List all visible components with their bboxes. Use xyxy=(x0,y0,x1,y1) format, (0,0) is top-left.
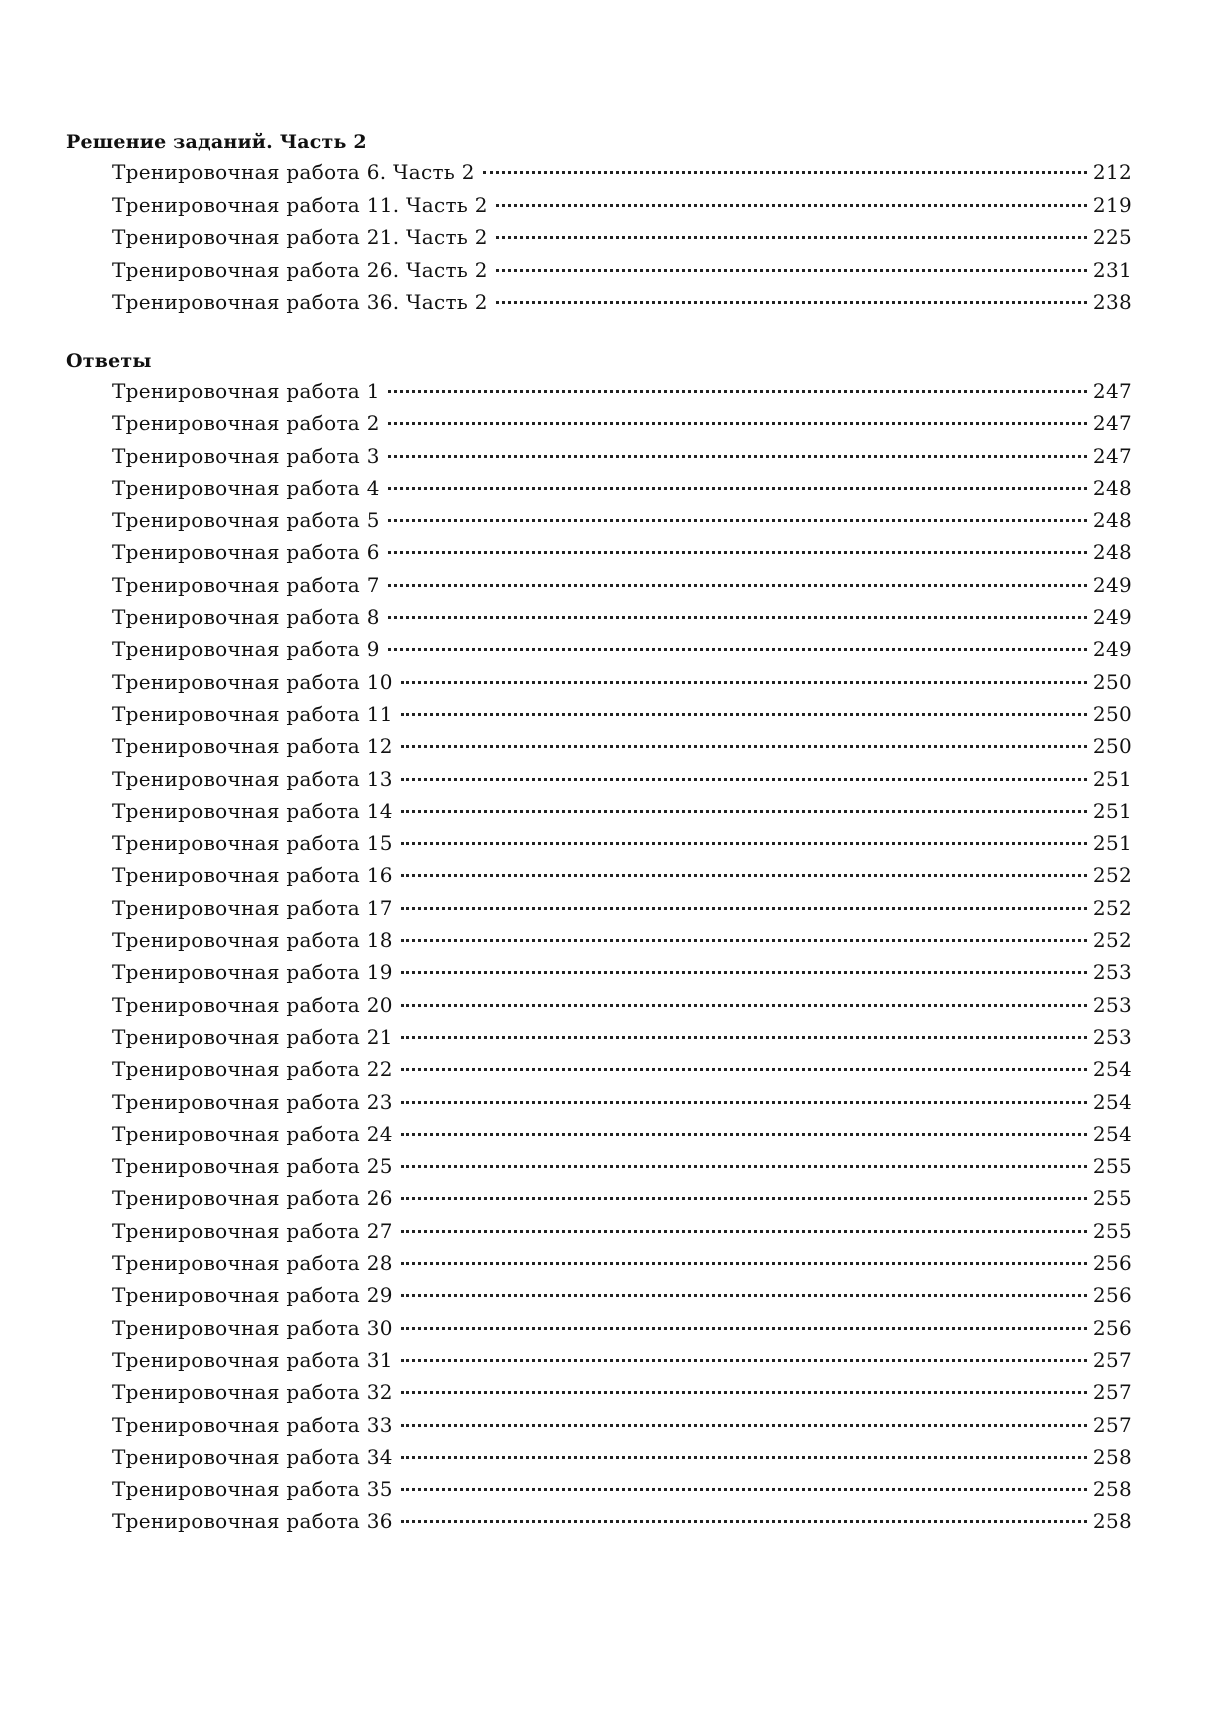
toc-entry[interactable] xyxy=(112,1215,1132,1247)
toc-entry[interactable] xyxy=(112,1118,1132,1150)
toc-entry[interactable] xyxy=(112,440,1132,472)
toc-entry[interactable] xyxy=(112,1053,1132,1085)
dot-leader xyxy=(401,810,1087,813)
toc-entry-page-number: 255 xyxy=(1092,1186,1132,1211)
dot-leader xyxy=(401,1004,1087,1007)
toc-entry-page-number: 219 xyxy=(1092,192,1132,217)
toc-entry-label: Тренировочная работа 17 xyxy=(112,895,393,920)
toc-entry-page-number: 247 xyxy=(1092,379,1132,403)
dot-leader xyxy=(388,616,1087,619)
toc-entry-page-number: 255 xyxy=(1092,1218,1132,1243)
toc-entry-label: Тренировочная работа 8 xyxy=(112,605,380,630)
toc-entry-page-number: 248 xyxy=(1092,475,1132,500)
dot-leader xyxy=(401,681,1087,684)
toc-entry[interactable] xyxy=(112,924,1132,956)
toc-entry-page-number: 256 xyxy=(1092,1251,1132,1276)
dot-leader xyxy=(388,487,1087,490)
dot-leader xyxy=(401,745,1087,748)
dot-leader xyxy=(401,713,1087,716)
toc-entry-page-number: 249 xyxy=(1092,605,1132,630)
toc-entry[interactable] xyxy=(112,730,1132,762)
toc-entry-label: Тренировочная работа 21 xyxy=(112,1024,393,1049)
toc-entry-label: Тренировочная работа 21. Часть 2 xyxy=(112,225,488,249)
toc-entry[interactable] xyxy=(112,504,1132,536)
dot-leader xyxy=(388,422,1087,425)
toc-entry[interactable] xyxy=(112,1376,1132,1408)
toc-entry-page-number: 231 xyxy=(1092,257,1132,282)
toc-entry-page-number: 225 xyxy=(1092,225,1132,249)
toc-entry[interactable] xyxy=(112,189,1132,222)
dot-leader xyxy=(401,1068,1087,1071)
toc-entry-page-number: 252 xyxy=(1092,863,1132,888)
toc-entry[interactable] xyxy=(112,989,1132,1021)
toc-entry-label: Тренировочная работа 9 xyxy=(112,637,380,662)
toc-entry-label: Тренировочная работа 11 xyxy=(112,701,393,726)
toc-entry-label: Тренировочная работа 11. Часть 2 xyxy=(112,192,488,217)
dot-leader xyxy=(401,1488,1087,1491)
toc-entry-label: Тренировочная работа 36. Часть 2 xyxy=(112,290,488,314)
toc-entry-label: Тренировочная работа 18 xyxy=(112,928,393,953)
toc-entry-page-number: 252 xyxy=(1092,928,1132,953)
toc-entry-page-number: 247 xyxy=(1092,411,1132,436)
toc-entry-page-number: 249 xyxy=(1092,572,1132,597)
toc-entry[interactable] xyxy=(112,536,1132,568)
dot-leader xyxy=(388,584,1087,587)
toc-entry-label: Тренировочная работа 32 xyxy=(112,1380,393,1405)
toc-entry[interactable] xyxy=(112,601,1132,633)
dot-leader xyxy=(401,1036,1087,1039)
toc-entry-page-number: 256 xyxy=(1092,1315,1132,1340)
toc-entry-page-number: 258 xyxy=(1092,1444,1132,1469)
toc-entry-page-number: 257 xyxy=(1092,1347,1132,1372)
toc-entry-label: Тренировочная работа 29 xyxy=(112,1283,393,1308)
toc-entry-page-number: 250 xyxy=(1092,701,1132,726)
toc-entry-label: Тренировочная работа 34 xyxy=(112,1444,393,1469)
toc-entry-page-number: 254 xyxy=(1092,1057,1132,1082)
toc-entry[interactable] xyxy=(112,1409,1132,1441)
toc-entry-label: Тренировочная работа 26 xyxy=(112,1186,393,1211)
toc-entry-page-number: 256 xyxy=(1092,1283,1132,1308)
toc-entry[interactable] xyxy=(112,1473,1132,1505)
dot-leader xyxy=(401,1197,1087,1200)
toc-entry-page-number: 251 xyxy=(1092,766,1132,791)
toc-entry-label: Тренировочная работа 16 xyxy=(112,863,393,888)
toc-entry-page-number: 250 xyxy=(1092,669,1132,694)
toc-entry-label: Тренировочная работа 7 xyxy=(112,572,380,597)
toc-entry-page-number: 253 xyxy=(1092,960,1132,985)
toc-entry[interactable] xyxy=(112,1344,1132,1376)
toc-entry-page-number: 258 xyxy=(1092,1509,1132,1534)
toc-entry-label: Тренировочная работа 35 xyxy=(112,1477,393,1502)
toc-entry[interactable] xyxy=(112,956,1132,988)
toc-entry-page-number: 249 xyxy=(1092,637,1132,662)
dot-leader xyxy=(401,1327,1087,1330)
dot-leader xyxy=(483,171,1087,174)
toc-entry-label: Тренировочная работа 15 xyxy=(112,831,393,856)
toc-entry[interactable] xyxy=(112,472,1132,504)
toc-entry-label: Тренировочная работа 28 xyxy=(112,1251,393,1276)
toc-entry-label: Тренировочная работа 31 xyxy=(112,1347,393,1372)
toc-entry-page-number: 248 xyxy=(1092,540,1132,565)
dot-leader xyxy=(401,971,1087,974)
toc-entry-page-number: 252 xyxy=(1092,895,1132,920)
toc-entry-page-number: 253 xyxy=(1092,1024,1132,1049)
toc-entry-label: Тренировочная работа 1 xyxy=(112,379,380,403)
toc-entry-label: Тренировочная работа 6 xyxy=(112,540,380,565)
dot-leader xyxy=(388,648,1087,651)
toc-entry[interactable] xyxy=(112,795,1132,827)
toc-entry-page-number: 251 xyxy=(1092,831,1132,856)
toc-entry[interactable] xyxy=(112,1150,1132,1182)
toc-entry-page-number: 250 xyxy=(1092,734,1132,759)
toc-entry-page-number: 212 xyxy=(1092,160,1132,184)
dot-leader xyxy=(401,1456,1087,1459)
dot-leader xyxy=(496,269,1087,272)
toc-entry[interactable] xyxy=(112,1279,1132,1311)
toc-entry-label: Тренировочная работа 30 xyxy=(112,1315,393,1340)
toc-list xyxy=(66,156,1132,319)
dot-leader xyxy=(401,1359,1087,1362)
dot-leader xyxy=(401,1133,1087,1136)
toc-entry[interactable] xyxy=(112,827,1132,859)
toc-entry-label: Тренировочная работа 26. Часть 2 xyxy=(112,257,488,282)
dot-leader xyxy=(401,874,1087,877)
dot-leader xyxy=(401,939,1087,942)
toc-entry-label: Тренировочная работа 6. Часть 2 xyxy=(112,160,475,184)
dot-leader xyxy=(401,1230,1087,1233)
toc-entry-label: Тренировочная работа 27 xyxy=(112,1218,393,1243)
toc-entry-page-number: 255 xyxy=(1092,1154,1132,1179)
toc-entry[interactable] xyxy=(112,763,1132,795)
toc-entry[interactable] xyxy=(112,1247,1132,1279)
dot-leader xyxy=(401,1165,1087,1168)
dot-leader xyxy=(401,907,1087,910)
dot-leader xyxy=(388,455,1087,458)
toc-entry-label: Тренировочная работа 24 xyxy=(112,1121,393,1146)
dot-leader xyxy=(388,551,1087,554)
toc-entry-label: Тренировочная работа 13 xyxy=(112,766,393,791)
toc-entry-label: Тренировочная работа 36 xyxy=(112,1509,393,1534)
dot-leader xyxy=(401,1520,1087,1523)
toc-entry[interactable] xyxy=(112,859,1132,891)
toc-entry-label: Тренировочная работа 20 xyxy=(112,992,393,1017)
toc-entry[interactable] xyxy=(112,1505,1132,1537)
toc-entry[interactable] xyxy=(112,633,1132,665)
dot-leader xyxy=(401,1391,1087,1394)
toc-entry[interactable] xyxy=(112,698,1132,730)
toc-section-solutions xyxy=(66,128,1132,319)
toc-entry-label: Тренировочная работа 3 xyxy=(112,443,380,468)
toc-entry-label: Тренировочная работа 2 xyxy=(112,411,380,436)
toc-entry[interactable] xyxy=(112,286,1132,319)
toc-entry[interactable] xyxy=(112,569,1132,601)
section-title: Решение заданий. Часть 2 xyxy=(66,131,367,153)
toc-entry-page-number: 253 xyxy=(1092,992,1132,1017)
dot-leader xyxy=(496,301,1087,304)
dot-leader xyxy=(496,204,1087,207)
toc-entry[interactable] xyxy=(112,892,1132,924)
toc-entry-page-number: 257 xyxy=(1092,1380,1132,1405)
toc-section-answers xyxy=(66,347,1132,1538)
toc-entry-label: Тренировочная работа 25 xyxy=(112,1154,393,1179)
toc-entry-page-number: 248 xyxy=(1092,508,1132,533)
toc-entry-label: Тренировочная работа 4 xyxy=(112,475,380,500)
toc-entry[interactable] xyxy=(112,666,1132,698)
toc-entry[interactable] xyxy=(112,254,1132,287)
toc-entry-label: Тренировочная работа 5 xyxy=(112,508,380,533)
toc-entry-page-number: 254 xyxy=(1092,1089,1132,1114)
toc-entry-label: Тренировочная работа 19 xyxy=(112,960,393,985)
toc-entry-page-number: 254 xyxy=(1092,1121,1132,1146)
toc-entry-label: Тренировочная работа 14 xyxy=(112,798,393,823)
toc-entry[interactable] xyxy=(112,1441,1132,1473)
toc-entry-page-number: 258 xyxy=(1092,1477,1132,1502)
dot-leader xyxy=(388,390,1087,393)
toc-entry[interactable] xyxy=(112,1086,1132,1118)
toc-entry-label: Тренировочная работа 12 xyxy=(112,734,393,759)
dot-leader xyxy=(401,1424,1087,1427)
dot-leader xyxy=(401,778,1087,781)
toc-list xyxy=(66,375,1132,1538)
toc-entry-label: Тренировочная работа 23 xyxy=(112,1089,393,1114)
toc-entry-label: Тренировочная работа 22 xyxy=(112,1057,393,1082)
toc-entry[interactable] xyxy=(112,375,1132,407)
toc-entry[interactable] xyxy=(112,1182,1132,1214)
toc-entry-label: Тренировочная работа 33 xyxy=(112,1412,393,1437)
toc-entry[interactable] xyxy=(112,407,1132,439)
toc-entry[interactable] xyxy=(112,156,1132,189)
dot-leader xyxy=(401,1101,1087,1104)
dot-leader xyxy=(401,842,1087,845)
toc-entry[interactable] xyxy=(112,221,1132,254)
toc-entry[interactable] xyxy=(112,1021,1132,1053)
dot-leader xyxy=(401,1294,1087,1297)
toc-entry-page-number: 238 xyxy=(1092,290,1132,314)
toc-entry-label: Тренировочная работа 10 xyxy=(112,669,393,694)
dot-leader xyxy=(401,1262,1087,1265)
toc-entry-page-number: 251 xyxy=(1092,798,1132,823)
toc-entry-page-number: 257 xyxy=(1092,1412,1132,1437)
dot-leader xyxy=(496,236,1087,239)
section-title: Ответы xyxy=(66,350,152,372)
toc-entry[interactable] xyxy=(112,1312,1132,1344)
dot-leader xyxy=(388,519,1087,522)
toc-entry-page-number: 247 xyxy=(1092,443,1132,468)
